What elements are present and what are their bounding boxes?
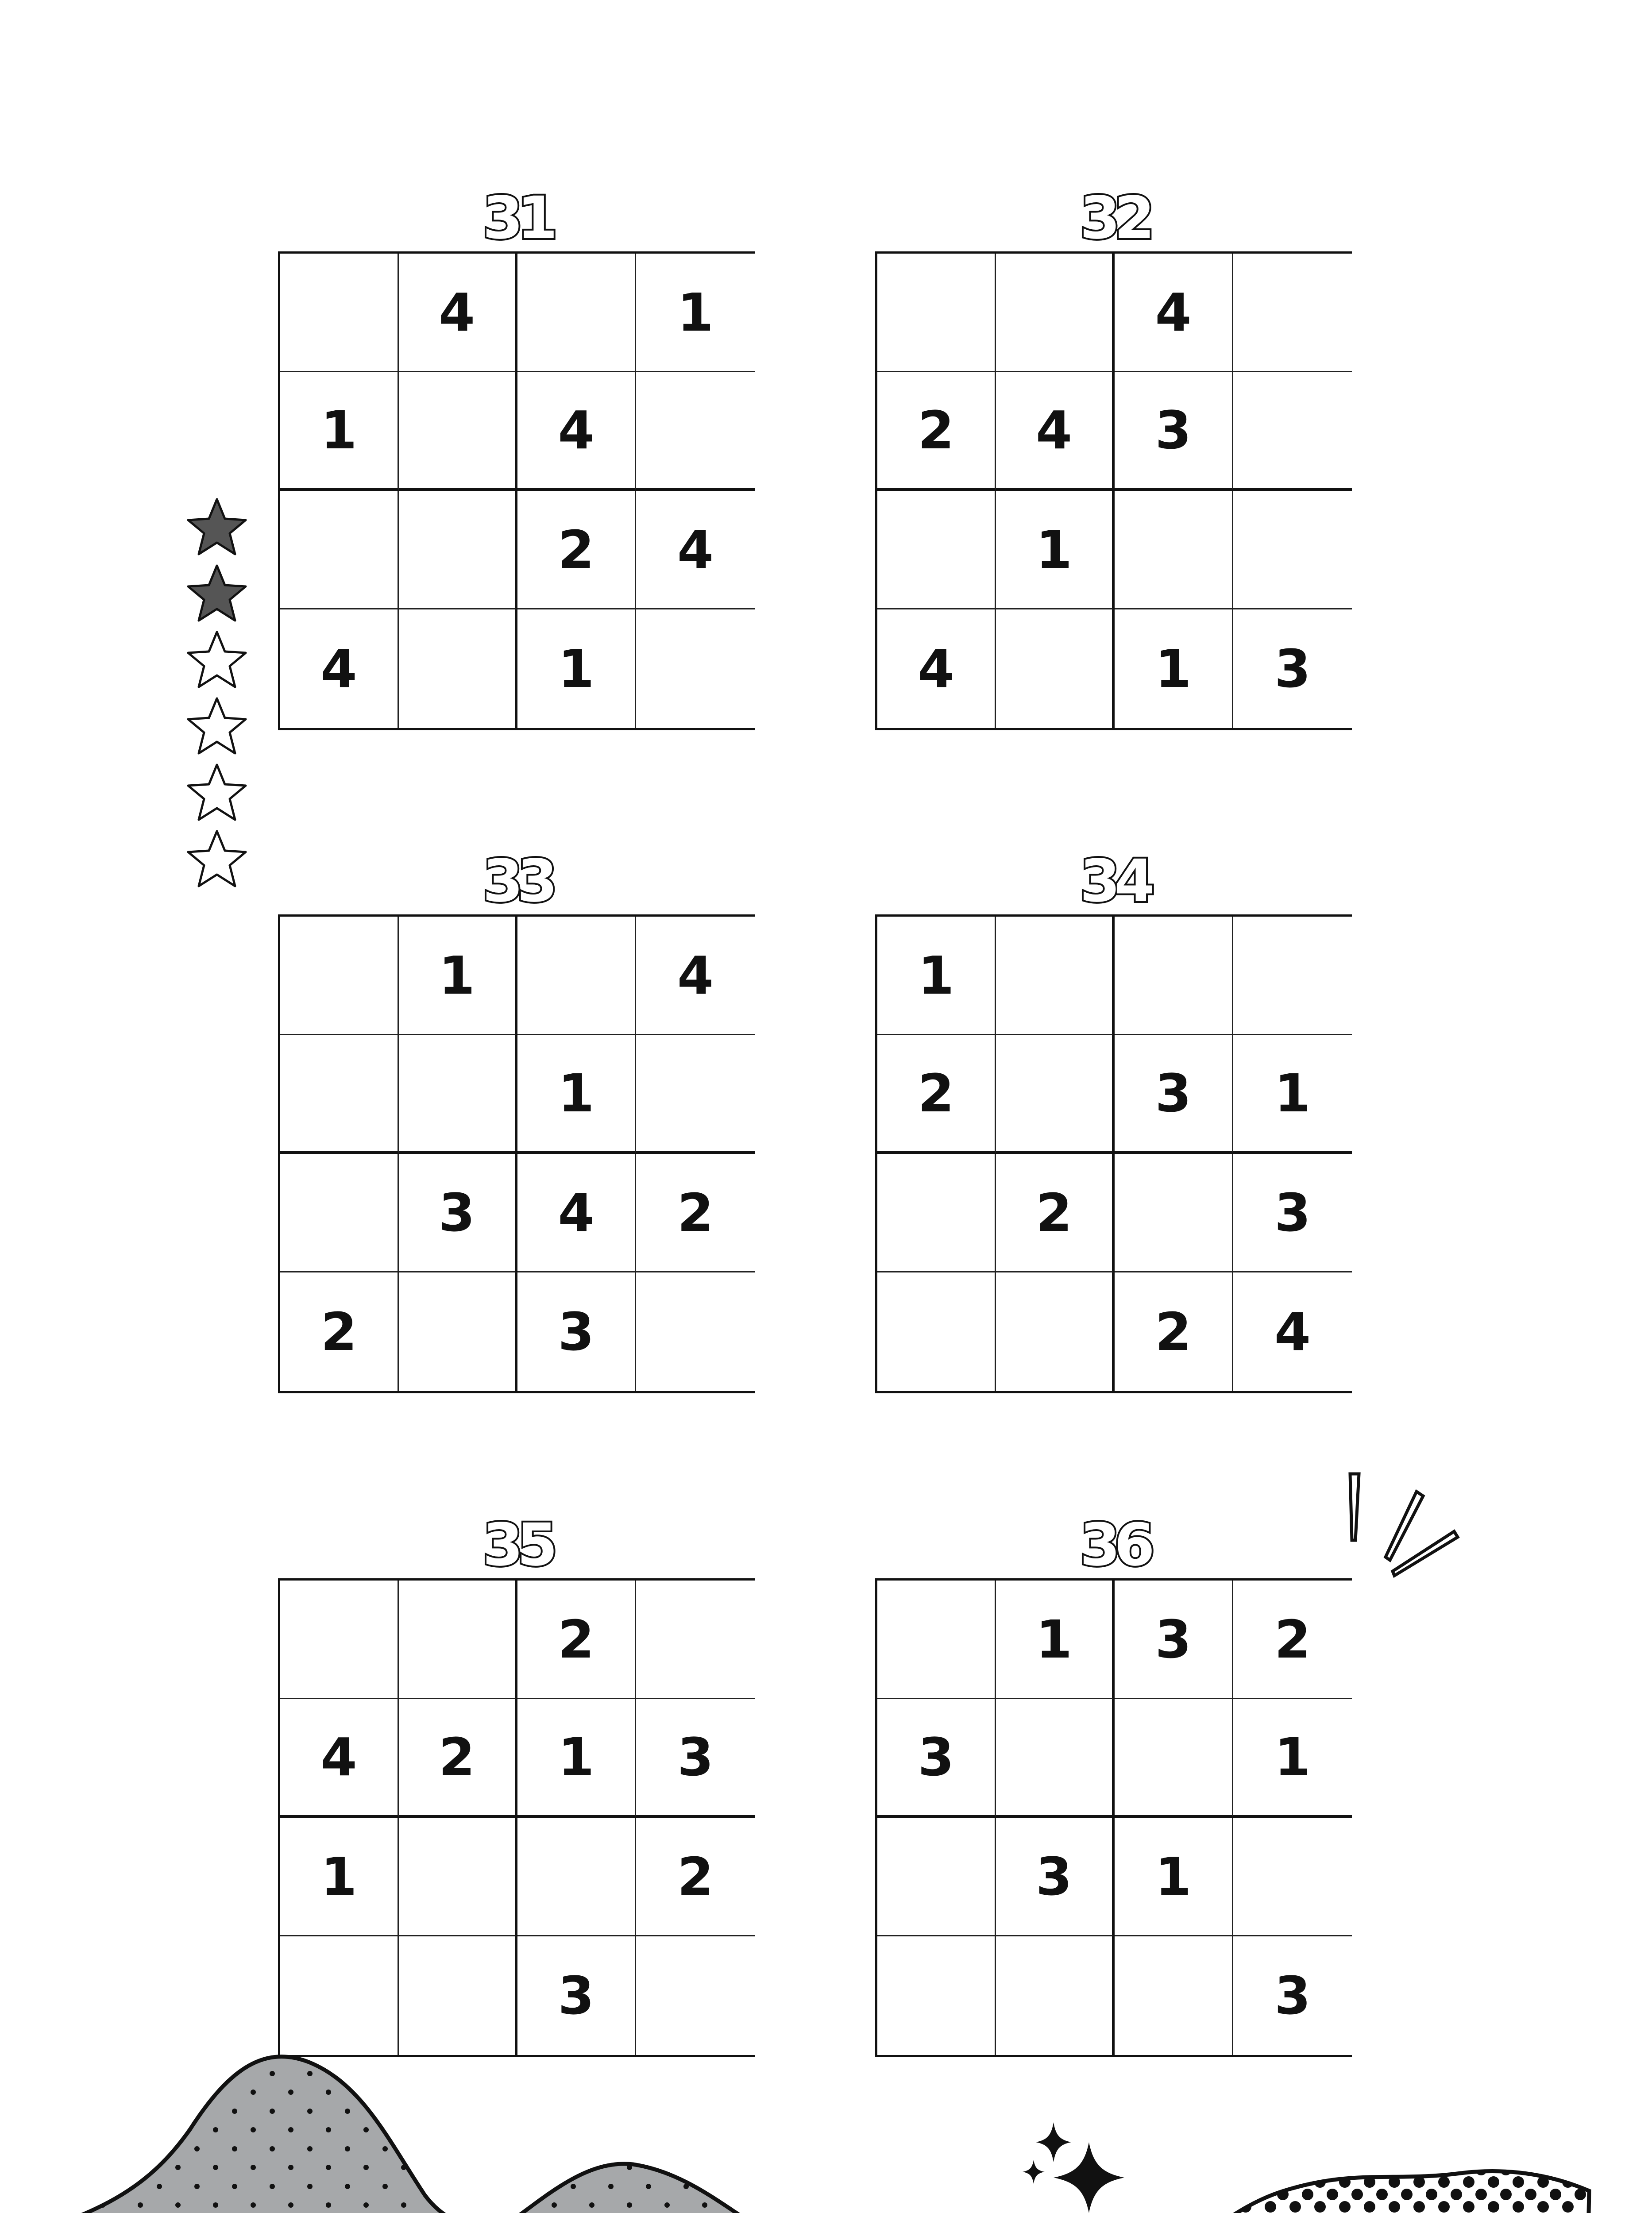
grid-cell: 4 (877, 609, 996, 728)
grid-cell (1115, 1154, 1233, 1272)
star-outline-icon (184, 628, 250, 695)
grid-cell: 3 (1115, 1581, 1233, 1699)
grid-cell: 3 (996, 1818, 1115, 1936)
grid-cell: 1 (996, 1581, 1115, 1699)
star-outline-icon (184, 761, 250, 828)
grid-cell: 2 (636, 1818, 755, 1936)
grid-cell: 4 (1274, 1301, 1311, 1362)
grid-cell: 2 (877, 1035, 996, 1154)
grid-cell: 3 (1115, 372, 1233, 491)
grid-cell: 1 (1115, 609, 1233, 728)
grid-cell: 1 (1233, 1699, 1352, 1818)
grid-cell: 3 (636, 1699, 755, 1818)
grid-cell (280, 917, 399, 1035)
grid-cell: 1 (517, 1035, 636, 1154)
grid-cell (517, 917, 636, 1035)
grid-cell: 1 (517, 1699, 636, 1818)
grid-cell: 2 (1233, 1581, 1352, 1699)
grid-cell (517, 254, 636, 372)
grid-cell: 1 (399, 917, 517, 1035)
grid-cell: 4 (399, 254, 517, 372)
grid-cell: 2 (399, 1699, 517, 1818)
sparkle-icon (1054, 2142, 1124, 2213)
grid-cell (399, 1818, 517, 1936)
grid-cell: 4 (1115, 254, 1233, 372)
grid-cell: 3 (399, 1154, 517, 1272)
grid-cell: 1 (996, 491, 1115, 609)
grid-cell: 2 (996, 1154, 1115, 1272)
sudoku-grid (278, 251, 755, 730)
grid-cell: 2 (877, 372, 996, 491)
grid-cell: 4 (996, 372, 1115, 491)
grid-cell: 1 (280, 1818, 399, 1936)
grid-cell (877, 1272, 996, 1391)
grid-cell (280, 1581, 399, 1699)
sparkle-icon (1036, 2122, 1071, 2162)
grid-cell (996, 1699, 1115, 1818)
puzzle-number: 33 (482, 847, 552, 915)
sudoku-grid (875, 251, 1352, 730)
grid-cell: 4 (517, 372, 636, 491)
grid-cell (996, 917, 1115, 1035)
grid-cell (399, 609, 517, 728)
puzzle-number: 34 (1080, 847, 1149, 915)
grid-cell (877, 1581, 996, 1699)
sudoku-grid (875, 1578, 1352, 2057)
grid-cell (877, 254, 996, 372)
grid-cell: 3 (1274, 638, 1311, 699)
grid-cell (280, 1035, 399, 1154)
grid-cell (877, 491, 996, 609)
puzzle-number: 32 (1080, 184, 1149, 252)
burst-lines-icon (1341, 1465, 1474, 1580)
grid-cell: 1 (877, 917, 996, 1035)
grid-cell (1233, 372, 1352, 491)
grid-cell (280, 1154, 399, 1272)
star-filled-icon (184, 562, 250, 628)
grid-cell (877, 1818, 996, 1936)
grid-cell (399, 372, 517, 491)
sudoku-grid (278, 1578, 755, 2057)
puzzle-number: 31 (482, 184, 552, 252)
grid-cell (1233, 917, 1352, 1035)
grid-cell: 2 (517, 491, 636, 609)
grid-cell (280, 254, 399, 372)
grid-cell (1115, 491, 1233, 609)
grid-cell (636, 372, 755, 491)
grid-cell (996, 609, 1115, 728)
grid-cell (1233, 491, 1352, 609)
star-outline-icon (184, 828, 250, 894)
grid-cell (399, 491, 517, 609)
grid-cell: 1 (1115, 1818, 1233, 1936)
grid-cell: 2 (280, 1272, 399, 1391)
grid-cell: 2 (636, 1154, 755, 1272)
grid-cell (636, 1581, 755, 1699)
grid-cell (636, 609, 755, 728)
grid-cell: 3 (877, 1699, 996, 1818)
puzzle-number: 36 (1080, 1511, 1149, 1579)
grid-cell (399, 1272, 517, 1391)
grid-cell (1233, 1818, 1352, 1936)
grid-cell: 3 (1233, 1154, 1352, 1272)
grid-cell: 3 (517, 1936, 636, 2055)
grid-cell (996, 254, 1115, 372)
grid-cell: 1 (636, 254, 755, 372)
grid-cell: 1 (517, 609, 636, 728)
grid-cell (636, 1035, 755, 1154)
grid-cell: 4 (636, 917, 755, 1035)
grid-cell: 4 (280, 1699, 399, 1818)
grid-cell (399, 1581, 517, 1699)
grid-cell: 4 (517, 1154, 636, 1272)
grid-cell (280, 491, 399, 609)
grid-cell: 3 (1274, 1965, 1311, 2026)
sparkle-icon (1023, 2160, 1045, 2184)
difficulty-rating (184, 496, 255, 894)
grid-cell: 3 (517, 1272, 636, 1391)
bottom-landscape-decoration (0, 2027, 1652, 2213)
grid-cell (1115, 917, 1233, 1035)
grid-cell: 4 (636, 491, 755, 609)
grid-cell: 2 (1115, 1272, 1233, 1391)
grid-cell: 4 (280, 609, 399, 728)
star-filled-icon (184, 496, 250, 562)
grid-cell: 1 (1233, 1035, 1352, 1154)
sudoku-grid (278, 914, 755, 1393)
grid-cell: 1 (280, 372, 399, 491)
grid-cell: 3 (1115, 1035, 1233, 1154)
grid-cell (636, 1272, 755, 1391)
grid-cell (996, 1272, 1115, 1391)
grid-cell (399, 1035, 517, 1154)
grid-cell (1115, 1699, 1233, 1818)
grid-cell (877, 1154, 996, 1272)
grid-cell (996, 1035, 1115, 1154)
grid-cell (1233, 254, 1352, 372)
sudoku-grid (875, 914, 1352, 1393)
star-outline-icon (184, 695, 250, 761)
grid-cell (517, 1818, 636, 1936)
grid-cell: 2 (517, 1581, 636, 1699)
puzzle-number: 35 (482, 1511, 552, 1579)
